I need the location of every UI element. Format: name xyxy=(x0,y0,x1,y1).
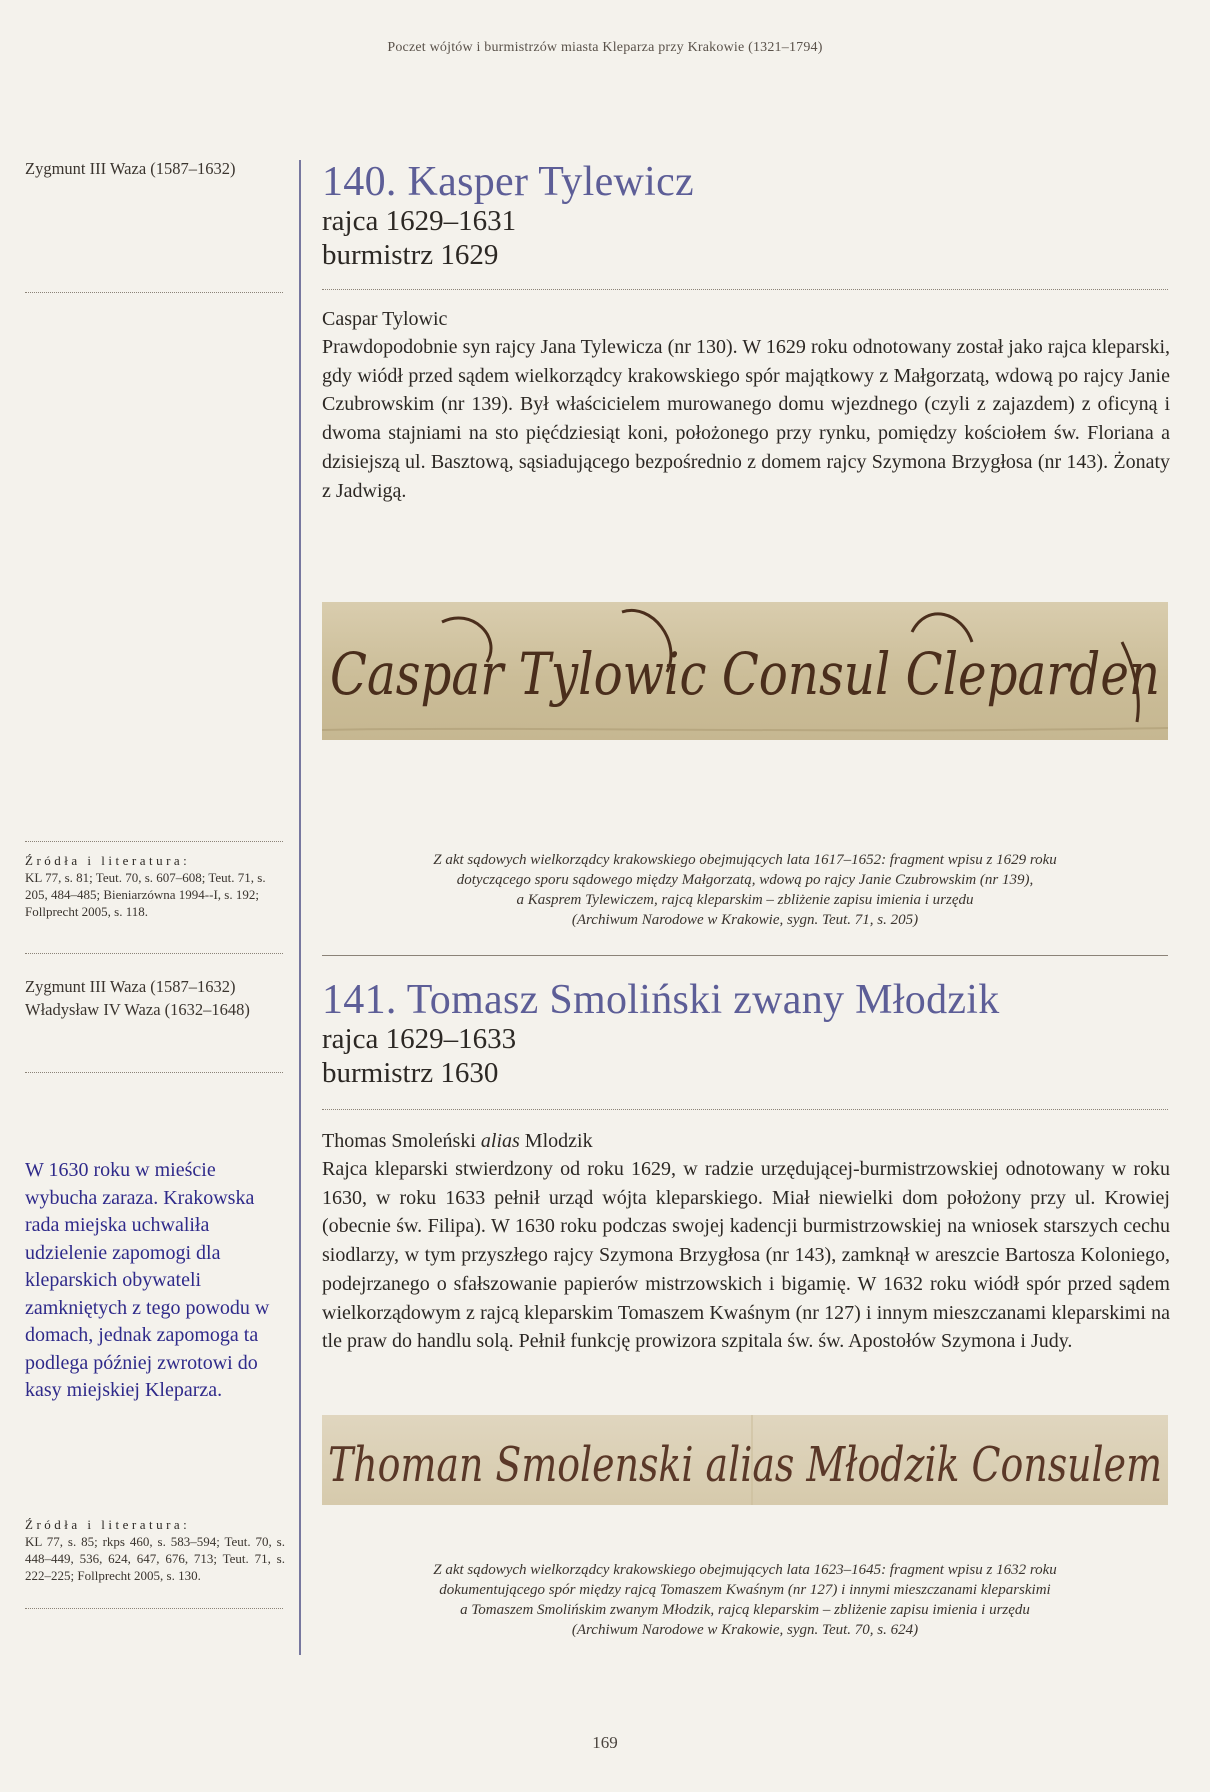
entry-title: 141. Tomasz Smoliński zwany Młodzik xyxy=(322,977,1000,1023)
entry-title: 140. Kasper Tylewicz xyxy=(322,159,695,205)
entry-office: rajca 1629–1633 xyxy=(322,1023,517,1055)
page-number: 169 xyxy=(592,1733,618,1752)
entry-140-header xyxy=(322,160,1170,272)
sidebar-divider xyxy=(25,841,283,842)
entry-140-body xyxy=(322,305,1170,505)
sidebar-reign-140: Zygmunt III Waza (1587–1632) xyxy=(25,159,236,178)
entry-office: burmistrz 1629 xyxy=(322,239,499,271)
entry-office: rajca 1629–1631 xyxy=(322,205,517,237)
entry-divider xyxy=(322,289,1168,290)
sidebar-sources-140: Źródła i literatura: KL 77, s. 81; Teut. 70, s. 607–608; Teut. 71, s. 205, 484–485; Bieniarzówna 1994--I, s. 192; Follprecht 2005, s. 118. xyxy=(25,853,266,919)
original-name: Thomas Smoleński alias Mlodzik xyxy=(322,1130,593,1152)
handwriting-image xyxy=(322,1415,1168,1505)
sidebar-divider xyxy=(25,292,283,293)
entry-141-header xyxy=(322,978,1170,1090)
biography-text: Prawdopodobnie syn rajcy Jana Tylewicza (nr 130). W 1629 roku odnotowany został jako rajca kleparski, gdy wiódł przed sądem wielkorządcy krakowskiego spór majątkowy z Małgorzatą, wdową po rajcy Janie Czubrowskim (nr 139). Był właścicielem murowanego domu wjezdnego (czyli z zajazdem) z oficyną i dwoma stajniami na sto pięćdziesiąt koni, położonego przy rynku, pomiędzy kościołem św. Floriana a dzisiejszą ul. Basztową, sąsiadującego bezpośrednio z domem rajcy Szymona Brzygłosa (nr 143). Żonaty z Jadwigą. xyxy=(322,336,1170,502)
sidebar-divider xyxy=(25,1608,283,1609)
sidebar-divider xyxy=(25,1072,283,1073)
original-name: Caspar Tylowic xyxy=(322,308,448,330)
sidebar-reign-141: Zygmunt III Waza (1587–1632) Władysław IV Waza (1632–1648) xyxy=(25,977,250,1019)
svg-text:Caspar Tylowic Consul Cleparde: Caspar Tylowic Consul Cleparden xyxy=(330,640,1160,708)
svg-text:Thoman Smolenski alias Młodzik: Thoman Smolenski alias Młodzik Consulem xyxy=(328,1437,1162,1493)
figure-caption-141: Z akt sądowych wielkorządcy krakowskiego obejmujących lata 1623–1645: fragment wpisu z 1632 roku dokumentującego spór między rajcą Tomaszem Kwaśnym (nr 127) i innymi mieszczanami kleparskimi a Tomaszem Smolińskim zwanym Młodzik, rajcą kleparskim – zbliżenie zapisu imienia i urzędu (Archiwum Narodowe w Krakowie, sygn. Teut. 70, s. 624) xyxy=(433,1562,1057,1638)
entry-141-body xyxy=(322,1127,1170,1356)
handwriting-image xyxy=(322,602,1168,740)
figure-caption-140: Z akt sądowych wielkorządcy krakowskiego obejmujących lata 1617–1652: fragment wpisu z 1629 roku dotyczącego sporu sądowego między Małgorzatą, wdową po rajcy Janie Czubrowskim (nr 139), a Kasprem Tylewiczem, rajcą kleparskim – zbliżenie zapisu imienia i urzędu (Archiwum Narodowe w Krakowie, sygn. Teut. 71, s. 205) xyxy=(433,852,1057,928)
running-head: Poczet wójtów i burmistrzów miasta Kleparza przy Krakowie (1321–1794) xyxy=(387,40,823,55)
entry-separator xyxy=(322,955,1168,956)
manuscript-fragment-141 xyxy=(322,1415,1168,1505)
sidebar-divider xyxy=(25,953,283,954)
entry-office: burmistrz 1630 xyxy=(322,1057,499,1089)
biography-text: Rajca kleparski stwierdzony od roku 1629, w radzie urzędującej-burmistrzowskiej odnotowany w roku 1630, w roku 1633 pełnił urząd wójta kleparskiego. Miał niewielki dom położony przy ul. Krowiej (obecnie św. Filipa). W 1630 roku podczas swojej kadencji burmistrzowskiej na wniosek starszych cechu siodlarzy, w tym przyszłego rajcy Szymona Brzygłosa (nr 143), zamknął w areszcie Bartosza Koloniego, podejrzanego o sfałszowanie papierów mistrzowskich i bigamię. W 1632 roku wiódł spór przed sądem wielkorządowym z rajcą kleparskim Tomaszem Kwaśnym (nr 127) i innym mieszczanami kleparskimi na tle praw do handlu solą. Pełnił funkcję prowizora szpitala św. św. Apostołów Szymona i Judy. xyxy=(322,1158,1170,1353)
sidebar-sources-141: Źródła i literatura: KL 77, s. 85; rkps 460, s. 583–594; Teut. 70, s. 448–449, 536, 624, 647, 676, 713; Teut. 71, s. 222–225; Follprecht 2005, s. 130. xyxy=(25,1517,285,1583)
sidebar-note: W 1630 roku w mieście wybucha zaraza. Krakowska rada miejska uchwaliła udzielenie zapomogi dla kleparskich obywateli zamkniętych z tego powodu w domach, jednak zapomoga ta podlega później zwrotowi do kasy miejskiej Kleparza. xyxy=(25,1159,270,1401)
column-rule xyxy=(299,160,301,1655)
manuscript-fragment-140 xyxy=(322,602,1168,740)
entry-divider xyxy=(322,1109,1168,1110)
